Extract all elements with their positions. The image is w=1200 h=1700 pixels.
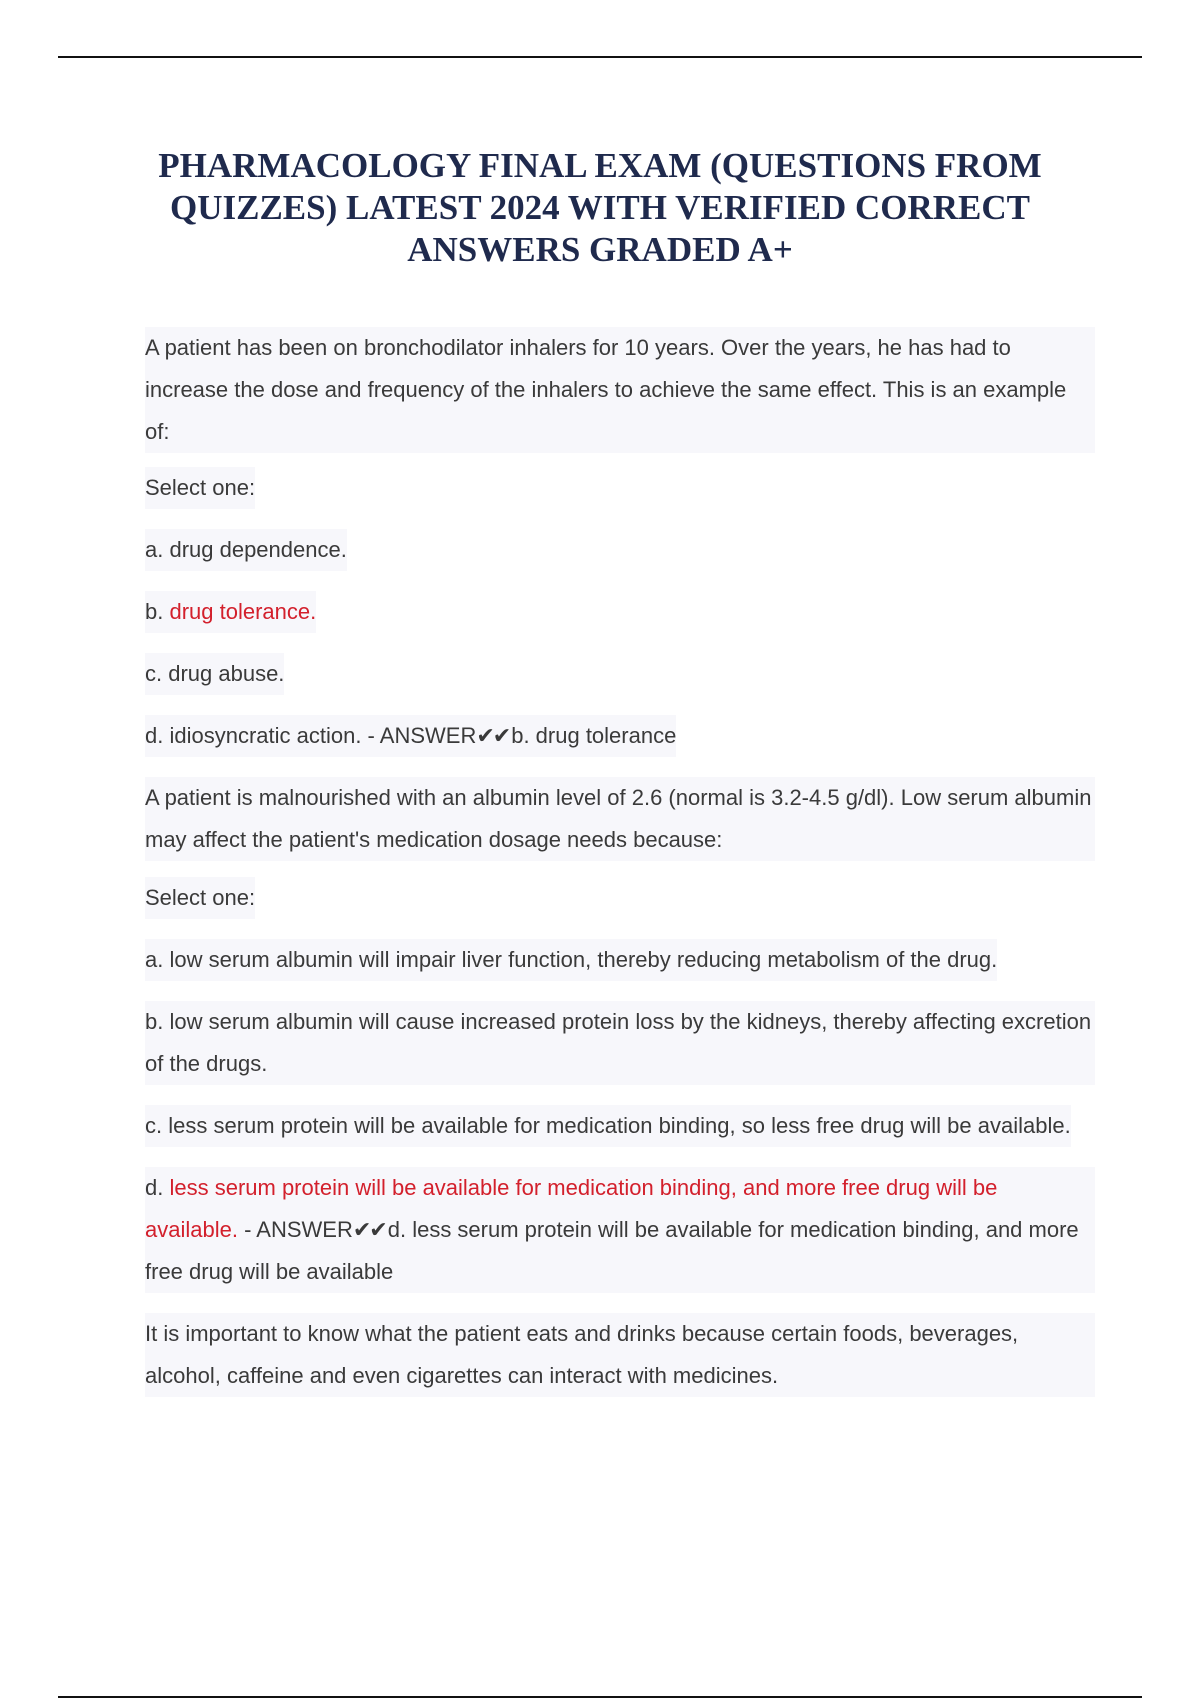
- option-d-with-answer: [145, 715, 676, 757]
- answer-text: b. drug tolerance: [511, 723, 677, 748]
- option-a: a. low serum albumin will impair liver function, thereby reducing metabolism of the drug.: [145, 939, 997, 981]
- option-b: b. low serum albumin will cause increased protein loss by the kidneys, thereby affecting excretion of the drugs.: [145, 1001, 1095, 1085]
- check-icon: ✔✔: [476, 723, 510, 748]
- document-body: [145, 327, 1095, 1397]
- answer-separator: - ANSWER: [237, 1217, 353, 1242]
- question-2: [145, 777, 1095, 1293]
- option-d-prefix: d.: [145, 1175, 170, 1200]
- select-one-label: Select one:: [145, 877, 255, 919]
- option-b: [145, 591, 316, 633]
- select-one-label: Select one:: [145, 467, 255, 509]
- question-text: A patient is malnourished with an albumin level of 2.6 (normal is 3.2-4.5 g/dl). Low serum albumin may affect the patient's medication dosage needs because:: [145, 777, 1095, 861]
- top-rule: [58, 56, 1142, 58]
- option-c: c. drug abuse.: [145, 653, 284, 695]
- bottom-rule: [58, 1696, 1142, 1698]
- option-b-correct-text: drug tolerance.: [169, 599, 317, 624]
- option-d-text: d. idiosyncratic action. - ANSWER: [145, 723, 477, 748]
- option-d-correct-text: less serum protein will be available for medication binding, and more free drug will be available.: [145, 1175, 998, 1242]
- question-text: A patient has been on bronchodilator inhalers for 10 years. Over the years, he has had to increase the dose and frequency of the inhalers to achieve the same effect. This is an example of:: [145, 327, 1095, 453]
- question-3: [145, 1313, 1095, 1397]
- option-c: c. less serum protein will be available for medication binding, so less free drug will be available.: [145, 1105, 1071, 1147]
- question-text: It is important to know what the patient eats and drinks because certain foods, beverages, alcohol, caffeine and even cigarettes can interact with medicines.: [145, 1313, 1095, 1397]
- option-a: a. drug dependence.: [145, 529, 347, 571]
- answer-text: d. less serum protein will be available for medication binding, and more free drug will be available: [145, 1217, 1079, 1284]
- option-b-prefix: b.: [145, 599, 170, 624]
- check-icon: ✔✔: [352, 1217, 386, 1242]
- page-title: PHARMACOLOGY FINAL EXAM (QUESTIONS FROM QUIZZES) LATEST 2024 WITH VERIFIED CORRECT ANSWERS GRADED A+: [158, 146, 1042, 269]
- option-d-with-answer: [145, 1167, 1095, 1293]
- question-1: [145, 327, 1095, 757]
